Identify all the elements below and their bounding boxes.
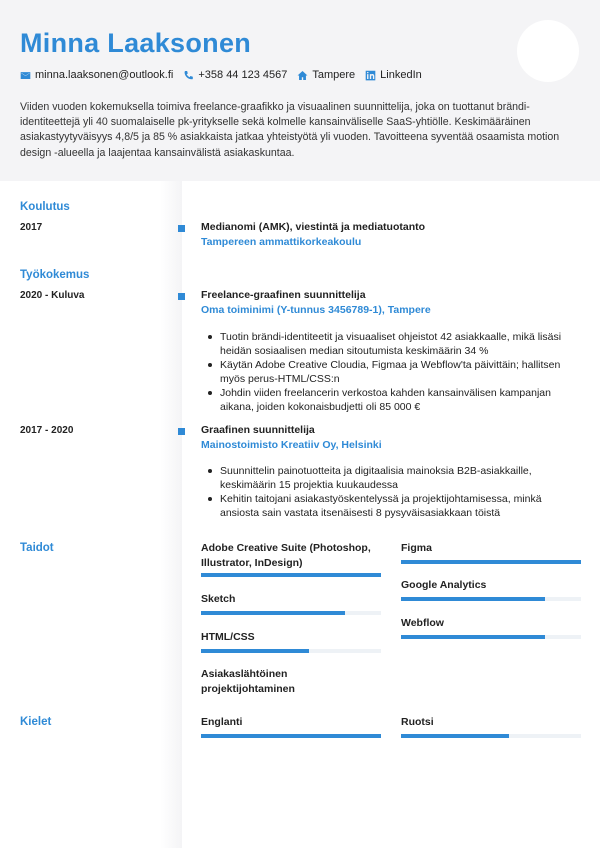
- skill-level-bar: [401, 635, 581, 639]
- home-icon: [297, 70, 308, 81]
- language-name: Englanti: [201, 716, 243, 728]
- section-title-experience: Työkokemus: [20, 269, 90, 281]
- language-level-bar: [401, 734, 581, 738]
- education-degree: Medianomi (AMK), viestintä ja mediatuotanto: [201, 221, 426, 233]
- email-text: minna.laaksonen@outlook.fi: [35, 69, 174, 81]
- job-role: Freelance-graafinen suunnittelija: [201, 289, 366, 301]
- job-achievements: [201, 330, 581, 414]
- skill-name: Adobe Creative Suite (Photoshop, Illustrator, InDesign): [201, 542, 371, 569]
- section-title-skills: Taidot: [20, 542, 54, 554]
- skill-level-fill: [401, 597, 545, 601]
- contact-email[interactable]: [20, 69, 173, 81]
- skill-level-fill: [401, 560, 581, 564]
- list-item: Johdin viiden freelancerin verkostoa kahden kansainvälisen kampanjan aikana, joiden kokonaisbudjetti oli 85 000 €: [201, 386, 581, 414]
- timeline-marker: [178, 225, 185, 232]
- job-company: Mainostoimisto Kreatiiv Oy, Helsinki: [201, 439, 382, 451]
- skill-name: Asiakaslähtöinen projektijohtaminen: [201, 668, 295, 695]
- skill-level-bar: [401, 560, 581, 564]
- list-item: Käytän Adobe Creative Cloudia, Figmaa ja Webflow'ta päivittäin; hallitsen myös perus-HTML/CSS:n: [201, 358, 581, 386]
- contact-location: [297, 69, 355, 81]
- skill-name: Google Analytics: [401, 579, 487, 591]
- job-date: 2017 - 2020: [20, 425, 74, 436]
- timeline-marker: [178, 293, 185, 300]
- section-title-education: Koulutus: [20, 201, 70, 213]
- skill-level-bar: [201, 611, 381, 615]
- contact-phone[interactable]: [183, 69, 287, 81]
- linkedin-icon: [365, 70, 376, 81]
- job-role: Graafinen suunnittelija: [201, 424, 315, 436]
- skill-level-fill: [401, 635, 545, 639]
- linkedin-text: LinkedIn: [380, 69, 422, 81]
- phone-icon: [183, 70, 194, 81]
- language-name: Ruotsi: [401, 716, 434, 728]
- skill-level-bar: [201, 649, 381, 653]
- list-item: Suunnittelin painotuotteita ja digitaalisia mainoksia B2B-asiakkaille, keskimäärin 15 projektia kuukaudessa: [201, 464, 581, 492]
- profile-summary: Viiden vuoden kokemuksella toimiva freelance-graafikko ja visuaalinen suunnittelija, joka on tuottanut brändi-identiteettejä yli 40 suomalaiselle pk-yritykselle sekä kolmelle kansainväliselle SaaS-yhtiölle. Keskimääräinen asiakastyytyväisyys 4,8/5 ja 85 % asiakkaista jatkaa yhteistyötä yli vuoden. Tavoitteena syventää osaamista motion design -alueella ja laajentaa kansainvälistä asiakaskuntaa.: [20, 101, 560, 159]
- skill-name: Webflow: [401, 617, 444, 629]
- language-level-fill: [401, 734, 509, 738]
- candidate-name: Minna Laaksonen: [20, 28, 252, 58]
- section-title-languages: Kielet: [20, 716, 52, 728]
- skill-level-fill: [201, 649, 309, 653]
- phone-text: +358 44 123 4567: [198, 69, 288, 81]
- job-date: 2020 - Kuluva: [20, 290, 85, 301]
- contact-linkedin[interactable]: [365, 69, 422, 81]
- skill-level-bar: [201, 573, 381, 577]
- education-school: Tampereen ammattikorkeakoulu: [201, 236, 362, 248]
- education-date: 2017: [20, 222, 43, 233]
- skill-level-bar: [401, 597, 581, 601]
- list-item: Kehitin taitojani asiakastyöskentelyssä ja projektijohtamisessa, minkä ansiosta sain vastata itsenäisesti 8 pysyväisasiakkaan töistä: [201, 492, 581, 520]
- skill-level-fill: [201, 611, 345, 615]
- language-level-fill: [201, 734, 381, 738]
- language-level-bar: [201, 734, 381, 738]
- job-achievements: [201, 464, 581, 520]
- list-item: Tuotin brändi-identiteetit ja visuaaliset ohjeistot 42 asiakkaalle, mikä lisäsi heidän sosiaalisen median sitoutumista keskimäärin 34 %: [201, 330, 581, 358]
- timeline-marker: [178, 428, 185, 435]
- city-text: Tampere: [312, 69, 356, 81]
- sidebar-column: [0, 181, 182, 848]
- contact-row: [20, 69, 432, 81]
- envelope-icon: [20, 70, 31, 81]
- skill-name: HTML/CSS: [201, 631, 255, 643]
- skill-level-fill: [201, 573, 381, 577]
- skill-name: Sketch: [201, 593, 236, 605]
- job-company: Oma toiminimi (Y-tunnus 3456789-1), Tampere: [201, 304, 431, 316]
- profile-photo: [517, 20, 579, 82]
- skill-name: Figma: [401, 542, 432, 554]
